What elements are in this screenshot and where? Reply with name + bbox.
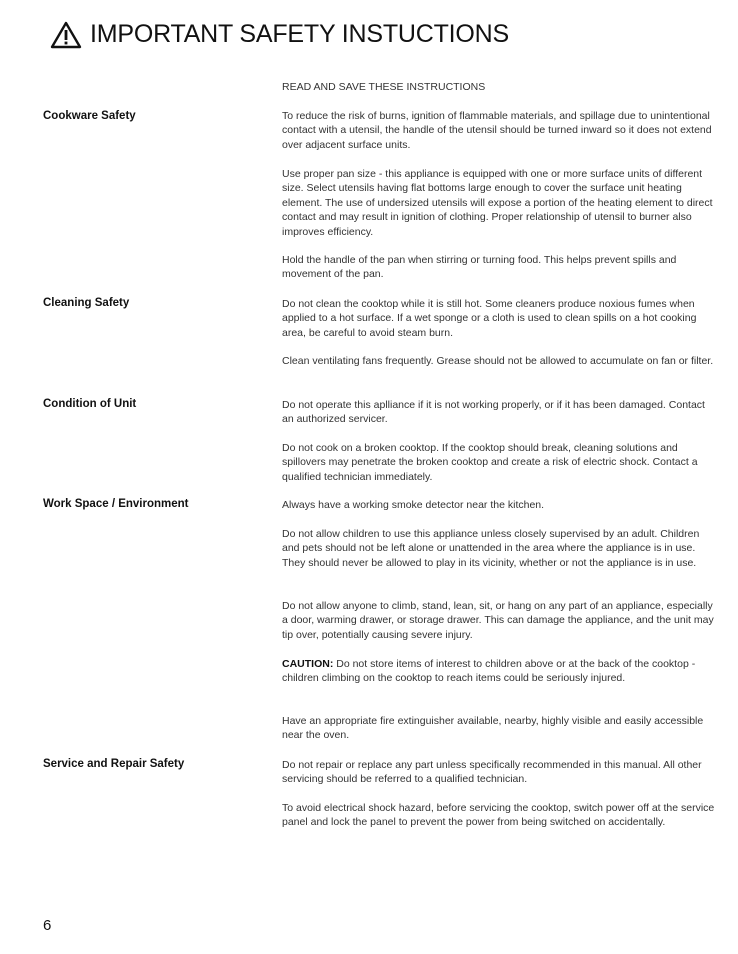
read-save-notice: READ AND SAVE THESE INSTRUCTIONS [282, 81, 486, 93]
paragraph: Have an appropriate fire extinguisher available, nearby, highly visible and easily accessible near the oven. [282, 715, 704, 742]
page-number: 6 [43, 917, 52, 934]
section-label-work-space-environment: Work Space / Environment [43, 498, 189, 510]
paragraph: Do not allow children to use this appliance unless closely supervised by an adult. Children and pets should not be left alone or unattended in the area where the appliance is in use. They should never be allowed to play in its vicinity, whether or not the appliance is in use. [282, 528, 700, 569]
paragraph: To reduce the risk of burns, ignition of flammable materials, and spillage due to unintentional contact with a utensil, the handle of the utensil should be turned inward so it does not extend over adjacent surface units. [282, 110, 712, 151]
section-label-service-and-repair-safety: Service and Repair Safety [43, 758, 185, 770]
caution-paragraph [282, 657, 718, 686]
paragraph: Do not repair or replace any part unless specifically recommended in this manual. All other servicing should be referred to a qualified technician. [282, 759, 702, 786]
paragraph: Do not clean the cooktop while it is still hot. Some cleaners produce noxious fumes when applied to a hot surface. If a wet sponge or a cloth is used to clean spills on a hot cooking area, be careful to avoid steam burn. [282, 298, 697, 339]
section-label-cookware-safety: Cookware Safety [43, 110, 136, 122]
page-title [50, 20, 509, 49]
caution-label: CAUTION: [282, 658, 334, 670]
page-title-text: IMPORTANT SAFETY INSTUCTIONS [90, 20, 509, 48]
section-label-cleaning-safety: Cleaning Safety [43, 297, 130, 309]
paragraph: Clean ventilating fans frequently. Grease should not be allowed to accumulate on fan or filter. [282, 355, 714, 367]
caution-text: Do not store items of interest to children above or at the back of the cooktop - children climbing on the cooktop to reach items could be seriously injured. [282, 658, 696, 685]
paragraph: Always have a working smoke detector near the kitchen. [282, 499, 545, 511]
paragraph: Hold the handle of the pan when stirring or turning food. This helps prevent spills and movement of the pan. [282, 254, 677, 281]
paragraph: Use proper pan size - this appliance is equipped with one or more surface units of different size. Select utensils having flat bottoms large enough to cover the surface unit heating element. The use of undersized utensils will expose a portion of the heating element to direct contact and may result in ignition of clothing. Proper relationship of utensil to burner also improves efficiency. [282, 168, 713, 238]
paragraph: To avoid electrical shock hazard, before servicing the cooktop, switch power off at the service panel and lock the panel to prevent the power from being switched on accidentally. [282, 802, 715, 829]
paragraph: Do not cook on a broken cooktop. If the cooktop should break, cleaning solutions and spillovers may penetrate the broken cooktop and create a risk of electric shock. Contact a qualified technician immediately. [282, 442, 698, 483]
section-label-condition-of-unit: Condition of Unit [43, 398, 137, 410]
paragraph: Do not operate this aplliance if it is not working properly, or if it has been damaged. Contact an authorized servicer. [282, 399, 705, 426]
paragraph: Do not allow anyone to climb, stand, lean, sit, or hang on any part of an appliance, especially a door, warming drawer, or storage drawer. This can damage the appliance, and the unit may tip over, potentially causing severe injury. [282, 600, 714, 641]
warning-triangle-icon [50, 21, 82, 49]
